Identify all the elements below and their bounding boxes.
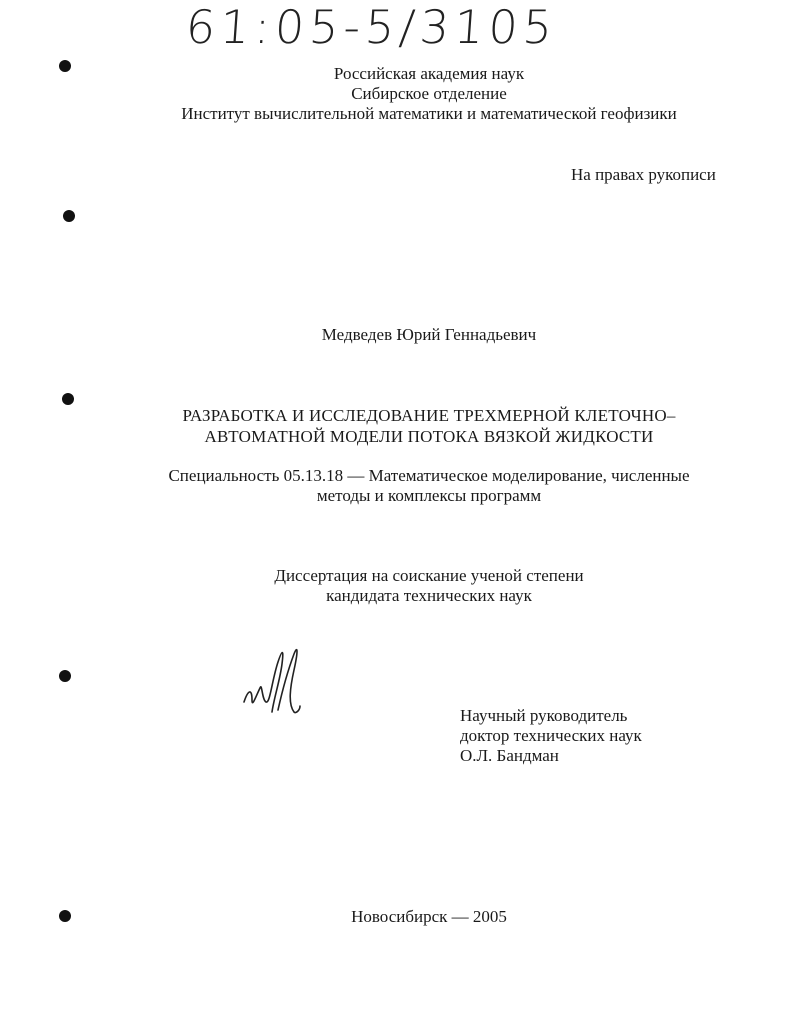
punch-hole <box>62 393 74 405</box>
advisor-role: Научный руководитель <box>460 706 628 725</box>
city-year: Новосибирск — 2005 <box>351 907 507 926</box>
author-name: Медведев Юрий Геннадьевич <box>321 325 537 344</box>
advisor-degree: доктор технических наук <box>460 726 642 745</box>
specialty-line1: Специальность 05.13.18 — Математическое моделирование, численные <box>168 466 690 485</box>
signature <box>238 640 308 720</box>
specialty-line2: методы и комплексы программ <box>316 486 542 505</box>
handwritten-archive-number: 61:05-5/3105 <box>184 0 559 54</box>
thesis-title-line1: РАЗРАБОТКА И ИССЛЕДОВАНИЕ ТРЕХМЕРНОЙ КЛЕТОЧНО– <box>182 406 676 425</box>
org-branch: Сибирское отделение <box>351 84 507 103</box>
rights-note: На правах рукописи <box>571 165 716 184</box>
degree-line2: кандидата технических наук <box>326 586 532 605</box>
advisor-name: О.Л. Бандман <box>460 746 559 765</box>
thesis-title-line2: АВТОМАТНОЙ МОДЕЛИ ПОТОКА ВЯЗКОЙ ЖИДКОСТИ <box>204 427 654 446</box>
org-institute: Институт вычислительной математики и математической геофизики <box>181 104 677 123</box>
org-academy: Российская академия наук <box>333 64 525 83</box>
punch-hole <box>59 670 71 682</box>
punch-hole <box>63 210 75 222</box>
degree-line1: Диссертация на соискание ученой степени <box>274 566 584 585</box>
